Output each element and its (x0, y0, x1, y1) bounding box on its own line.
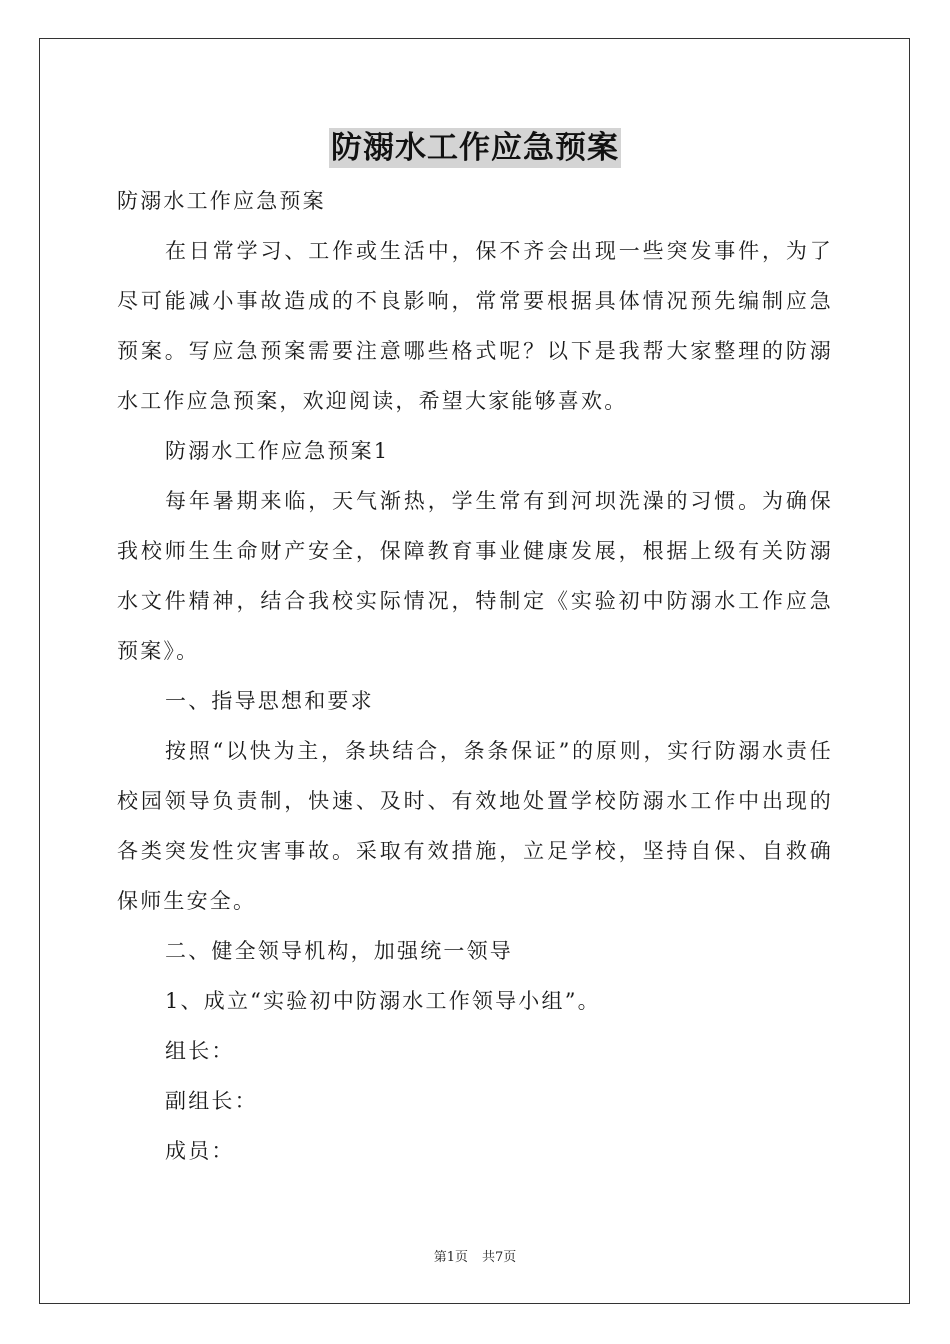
page-footer (0, 1250, 950, 1266)
document-body (117, 176, 833, 1176)
leadership-group-item: 1、成立“实验初中防溺水工作领导小组”。 (165, 989, 601, 1013)
section-heading-plan-1: 防溺水工作应急预案1 (165, 439, 390, 463)
section-heading-leadership: 二、健全领导机构，加强统一领导 (165, 939, 513, 963)
document-title: 防溺水工作应急预案 (331, 130, 619, 166)
page-current: 第1页 (433, 1250, 468, 1265)
deputy-leader-line: 副组长： (165, 1089, 258, 1113)
intro-paragraph: 在日常学习、工作或生活中，保不齐会出现一些突发事件，为了尽可能减小事故造成的不良影响，常常要根据具体情况预先编制应急预案。写应急预案需要注意哪些格式呢？以下是我帮大家整理的防溺水工作应急预案，欢迎阅读，希望大家能够喜欢。 (117, 239, 833, 413)
title-container (0, 128, 950, 168)
section-heading-guiding-ideas: 一、指导思想和要求 (165, 689, 374, 713)
group-leader-line: 组长： (165, 1039, 235, 1063)
background-paragraph: 每年暑期来临，天气渐热，学生常有到河坝洗澡的习惯。为确保我校师生生命财产安全，保障教育事业健康发展，根据上级有关防溺水文件精神，结合我校实际情况，特制定《实验初中防溺水工作应急预案》。 (117, 489, 833, 663)
page-total: 共7页 (482, 1250, 517, 1265)
subtitle-line: 防溺水工作应急预案 (117, 189, 326, 213)
principles-paragraph: 按照“以快为主，条块结合，条条保证”的原则，实行防溺水责任校园领导负责制，快速、及时、有效地处置学校防溺水工作中出现的各类突发性灾害事故。采取有效措施，立足学校，坚持自保、自救确保师生安全。 (117, 739, 833, 913)
members-line: 成员： (165, 1139, 235, 1163)
